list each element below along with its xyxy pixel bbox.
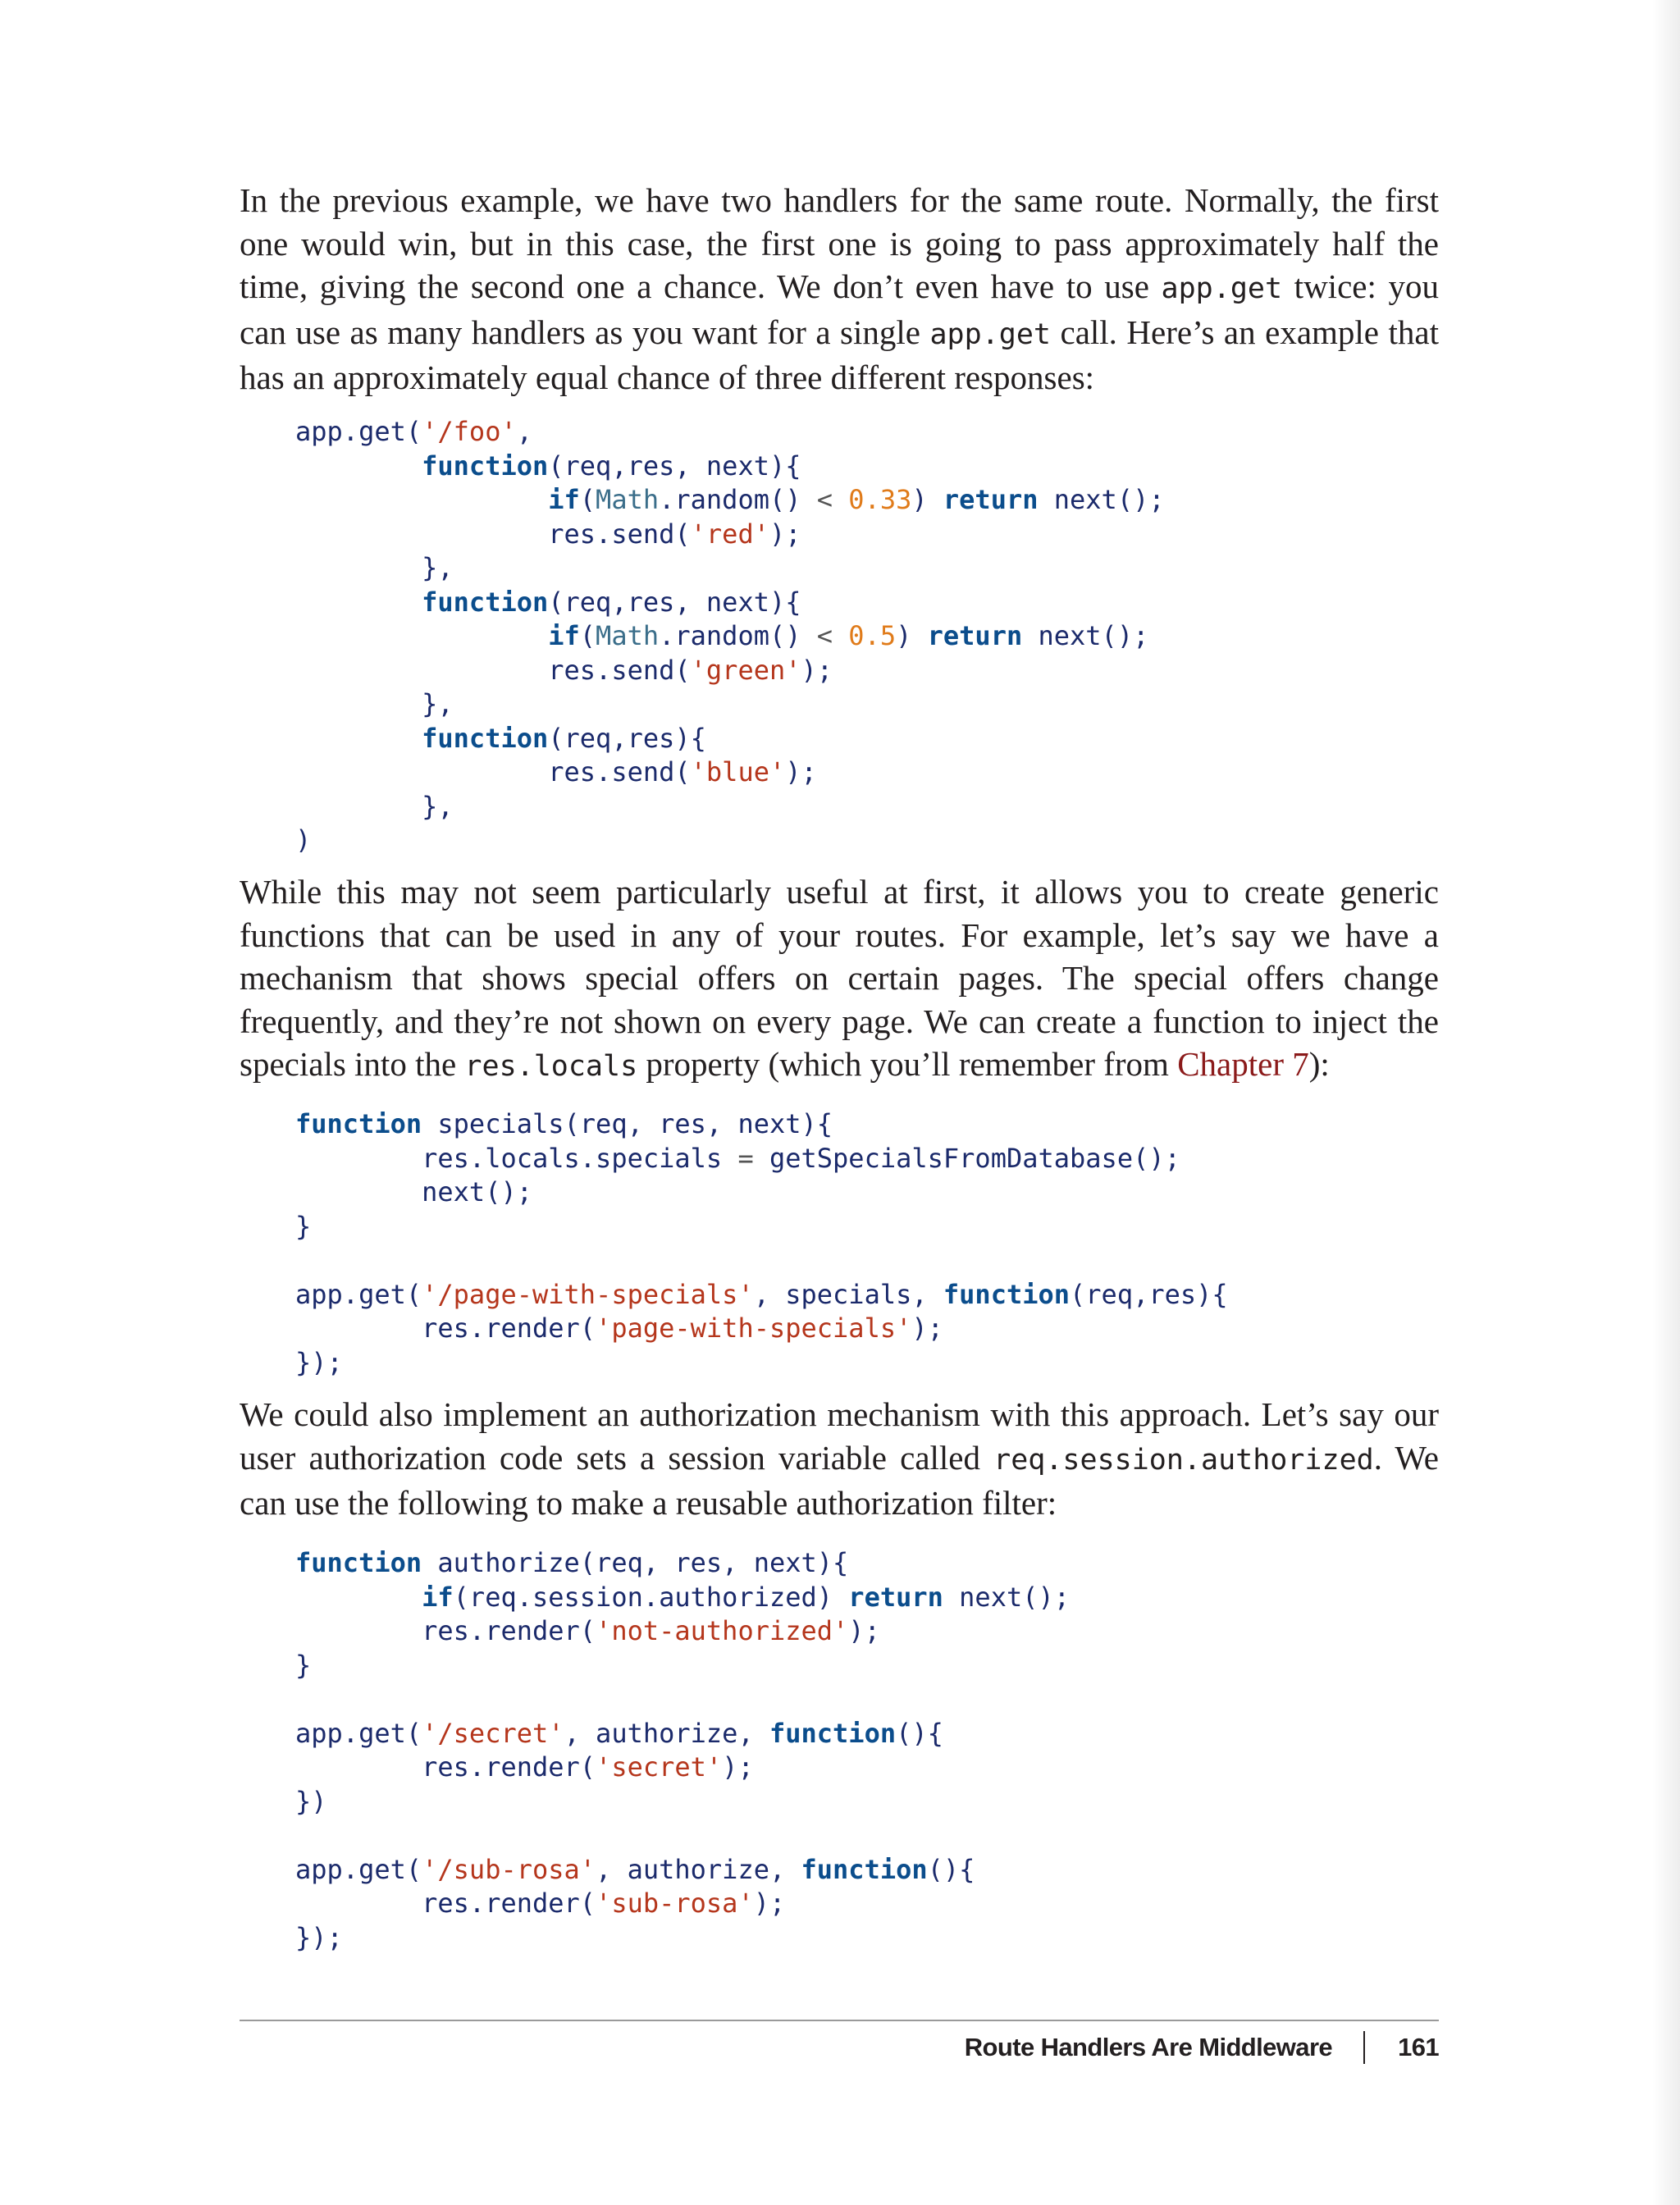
code-text: (req.session.authorized)	[453, 1581, 849, 1613]
code-string: 'not-authorized'	[596, 1615, 849, 1646]
code-text: });	[295, 1346, 343, 1378]
code-text: }	[295, 1649, 312, 1681]
code-text	[295, 620, 548, 651]
code-text: res.render(	[295, 1751, 596, 1783]
code-line	[295, 1582, 1070, 1613]
code-keyword: return	[927, 620, 1023, 651]
code-string: '/sub-rosa'	[422, 1853, 596, 1885]
code-text: )	[911, 484, 943, 515]
inline-code: res.locals	[464, 1050, 638, 1083]
code-text: specials(req, res, next){	[422, 1108, 833, 1139]
code-line	[295, 1854, 975, 1885]
code-text: app.get(	[295, 1278, 422, 1310]
code-line	[295, 1347, 343, 1378]
code-text: },	[295, 552, 454, 583]
code-identifier: Math	[596, 484, 660, 515]
code-operator: <	[816, 620, 833, 651]
code-line	[295, 688, 454, 719]
code-text	[295, 484, 548, 515]
code-text: authorize(req, res, next){	[422, 1547, 849, 1578]
code-text: .random()	[659, 620, 817, 651]
code-text: (req,res){	[1070, 1278, 1228, 1310]
code-line	[295, 1176, 532, 1208]
paragraph-authorization	[240, 1393, 1439, 1525]
code-text: });	[295, 1921, 343, 1953]
paragraph-multiple-handlers	[240, 179, 1439, 399]
code-text: );	[801, 654, 833, 686]
code-text	[833, 620, 848, 651]
code-text: })	[295, 1785, 327, 1817]
code-text: res.send(	[295, 756, 691, 788]
code-text: res.render(	[295, 1888, 596, 1919]
paragraph-text: We could also implement an authorization mechanism with this approach. Let’s say our user authorization code sets a session variable called	[240, 1395, 1439, 1477]
code-line	[295, 1211, 311, 1242]
code-text: },	[295, 688, 454, 719]
code-text	[833, 484, 848, 515]
paragraph-text: In the previous example, we have two handlers for the same route. Normally, the first one would win, but in this case, the first one is going to pass approximately half the time, giving the second one a chance. We don’t even have to use	[240, 181, 1439, 305]
code-keyword: if	[548, 484, 580, 515]
code-keyword: if	[548, 620, 580, 651]
code-text: )	[295, 824, 312, 856]
code-string: '/secret'	[422, 1717, 564, 1749]
code-keyword: function	[422, 586, 549, 618]
code-text	[295, 1582, 422, 1613]
code-text: (	[579, 620, 596, 651]
footer-rule	[240, 2020, 1439, 2021]
code-line	[295, 450, 801, 482]
code-keyword: function	[422, 450, 549, 482]
code-keyword: if	[422, 1581, 454, 1613]
code-text: , authorize,	[564, 1717, 769, 1749]
inline-code: app.get	[929, 317, 1051, 351]
code-text: , specials,	[753, 1278, 943, 1310]
footer-separator	[1363, 2031, 1365, 2064]
code-text	[295, 587, 422, 618]
code-text: next();	[1038, 484, 1165, 515]
code-text: (req,res, next){	[548, 450, 801, 482]
code-text: next();	[943, 1581, 1071, 1613]
code-string: '/page-with-specials'	[422, 1278, 754, 1310]
code-text: , authorize,	[596, 1853, 801, 1885]
code-line	[295, 824, 311, 856]
code-string: '/foo'	[422, 416, 517, 447]
code-block-authorize	[295, 1546, 1070, 1955]
code-text: );	[911, 1312, 943, 1344]
paragraph-text: call. Here’s an example that has an approximately equal chance of three different responses:	[240, 313, 1439, 396]
code-line	[295, 791, 454, 822]
code-line	[295, 1312, 943, 1344]
code-text: next();	[1022, 620, 1149, 651]
code-string: 'red'	[690, 518, 769, 550]
code-line	[295, 1922, 343, 1953]
paragraph-generic-functions	[240, 870, 1439, 1089]
code-text: getSpecialsFromDatabase();	[753, 1142, 1180, 1174]
code-text: res.send(	[295, 518, 691, 550]
code-line	[295, 484, 1165, 515]
code-text: );	[848, 1615, 880, 1646]
code-text: );	[769, 518, 801, 550]
code-line	[295, 1615, 880, 1646]
code-text: ,	[516, 416, 532, 447]
code-line	[295, 518, 801, 550]
chapter-7-link[interactable]: Chapter 7	[1177, 1045, 1309, 1083]
code-text	[295, 723, 422, 754]
code-string: 'page-with-specials'	[596, 1312, 912, 1344]
code-line	[295, 1718, 943, 1749]
code-text: },	[295, 790, 454, 822]
page-edge-shadow	[1652, 0, 1680, 2205]
code-text: )	[896, 620, 928, 651]
code-text: (	[579, 484, 596, 515]
code-text: res.render(	[295, 1312, 596, 1344]
code-line	[295, 1108, 833, 1139]
code-text: );	[722, 1751, 754, 1783]
paragraph-text: . We can use the following to make a reusable authorization filter:	[240, 1438, 1439, 1522]
code-number: 0.5	[848, 620, 897, 651]
code-line	[295, 1888, 785, 1919]
code-text: res.locals.specials	[295, 1142, 738, 1174]
code-keyword: function	[801, 1853, 928, 1885]
code-line	[295, 416, 532, 447]
code-line	[295, 655, 833, 686]
code-line	[295, 723, 706, 754]
code-line	[295, 1279, 1228, 1310]
code-text: res.send(	[295, 654, 691, 686]
code-block-random-handlers	[295, 415, 1165, 858]
paragraph-text: property (which you’ll remember from	[637, 1045, 1178, 1083]
paragraph-text: twice: you can use as many handlers as you want for a single	[240, 267, 1439, 351]
code-line	[295, 1143, 1180, 1174]
running-footer	[965, 2031, 1439, 2064]
code-text: app.get(	[295, 1853, 422, 1885]
code-line	[295, 1751, 754, 1783]
code-string: 'secret'	[596, 1751, 723, 1783]
inline-code: req.session.authorized	[993, 1443, 1374, 1477]
code-string: 'green'	[690, 654, 801, 686]
page-number: 161	[1398, 2033, 1439, 2061]
code-text: );	[753, 1888, 786, 1919]
code-keyword: function	[295, 1547, 422, 1578]
code-line	[295, 1547, 848, 1578]
code-keyword: function	[422, 722, 549, 754]
code-keyword: function	[943, 1278, 1071, 1310]
code-identifier: Math	[596, 620, 660, 651]
code-line	[295, 587, 801, 618]
code-string: 'sub-rosa'	[596, 1888, 754, 1919]
code-line	[295, 1786, 327, 1817]
code-text	[295, 450, 422, 482]
code-text: res.render(	[295, 1615, 596, 1646]
code-text: (){	[896, 1717, 943, 1749]
code-line	[295, 756, 817, 788]
code-text: (){	[927, 1853, 975, 1885]
code-text: );	[785, 756, 817, 788]
code-line	[295, 1650, 311, 1681]
code-text: }	[295, 1210, 312, 1242]
paragraph-text: ):	[1308, 1045, 1330, 1083]
code-keyword: return	[848, 1581, 943, 1613]
code-operator: =	[737, 1142, 754, 1174]
code-text: next();	[295, 1176, 532, 1208]
code-number: 0.33	[848, 484, 912, 515]
inline-code: app.get	[1161, 272, 1283, 305]
code-text: .random()	[659, 484, 817, 515]
code-operator: <	[816, 484, 833, 515]
code-line	[295, 552, 454, 583]
code-keyword: function	[769, 1717, 897, 1749]
code-line	[295, 620, 1148, 651]
paragraph-text: While this may not seem particularly useful at first, it allows you to create generic functions that can be used in any of your routes. For example, let’s say we have a mechanism that shows special offers on certain pages. The special offers change frequently, and they’re not shown on every page. We can create a function to inject the specials into the	[240, 873, 1439, 1083]
code-text: (req,res){	[548, 722, 706, 754]
code-text: app.get(	[295, 1717, 422, 1749]
code-text: app.get(	[295, 416, 422, 447]
code-text: (req,res, next){	[548, 586, 801, 618]
code-string: 'blue'	[690, 756, 786, 788]
code-block-specials	[295, 1107, 1228, 1380]
code-keyword: return	[943, 484, 1039, 515]
code-keyword: function	[295, 1108, 422, 1139]
section-title: Route Handlers Are Middleware	[964, 2033, 1333, 2061]
